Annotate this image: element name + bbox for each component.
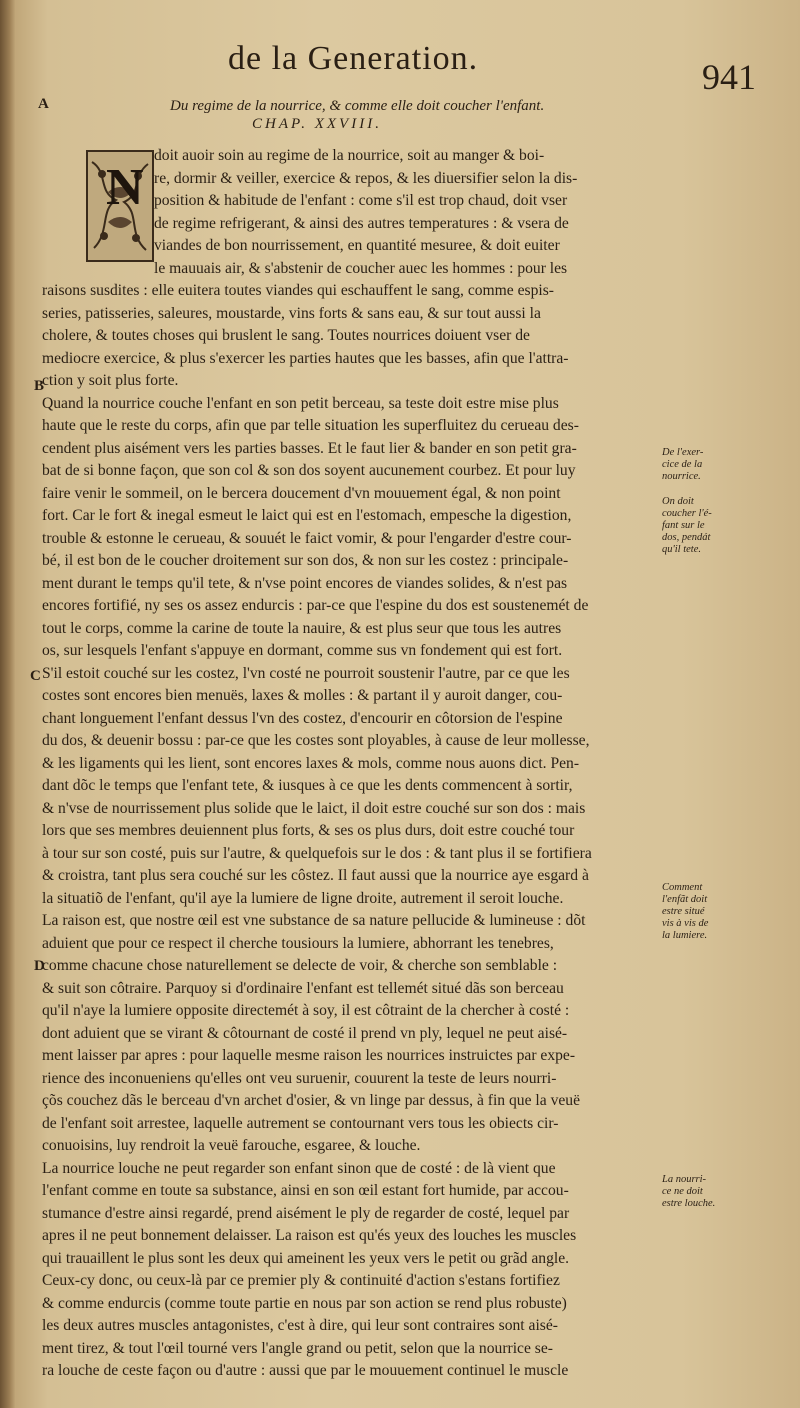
text-line: du dos, & deuenir bossu : par-ce que les costes sont ployables, à cause de leur mollesse, [42, 732, 590, 749]
text-line: la situatiõ de l'enfant, qu'il aye la lumiere de ligne droite, autrement il seroit louche. [42, 889, 564, 907]
margin-note-line: l'enfãt doit [662, 894, 708, 905]
text-line: apres il ne peut bonnement delaisser. La raison est qu'és yeux des louches les muscles [42, 1227, 577, 1244]
margin-note-line: cice de la [662, 459, 703, 470]
text-line: bé, il est bon de le coucher droitement sur son dos, & non sur les costez : principale- [42, 552, 569, 569]
text-line: & comme endurcis (comme toute partie en nous par son action se rend plus robuste) [42, 1294, 567, 1312]
text-line: viandes de bon nourrissement, en quantité mesuree, & doit euiter [154, 237, 560, 254]
text-line: stumance d'estre ainsi regardé, prend aisément le ply de regarder de costé, lequel par [42, 1204, 570, 1222]
text-line: La raison est, que nostre œil est vne substance de sa nature pellucide & lumineuse : dõt [42, 912, 586, 929]
text-line: l'enfant comme en toute sa substance, ainsi en son œil estant fort humide, par accou- [42, 1182, 569, 1199]
text-line: & n'vse de nourrissement plus solide que le laict, il doit estre couché sur son dos : mais [42, 799, 586, 817]
margin-note-line: De l'exer- [662, 447, 704, 458]
text-line: Quand la nourrice couche l'enfant en son petit berceau, sa teste doit estre mise plus [42, 394, 559, 412]
margin-note-line: qu'il tete. [662, 544, 701, 555]
text-line: ment tirez, & tout l'œil tourné vers l'angle grand ou petit, selon que la nourrice se- [42, 1339, 553, 1357]
signature-mark-b: B [34, 378, 45, 394]
text-line: ment durant le temps qu'il tete, & n'vse point encores de viandes solides, & n'est pas [42, 574, 568, 592]
text-line: chant longuement l'enfant dessus l'vn des costez, d'encourir en côtorsion de l'espine [42, 709, 563, 727]
text-line: qui trauaillent le plus sont les deux qui ameinent les yeux vers le petit ou grãd angle. [42, 1249, 570, 1267]
text-line: qu'il n'aye la lumiere opposite directemét à soy, il est côtraint de la chercher à costé : [42, 1002, 570, 1019]
signature-mark-a: A [38, 96, 49, 112]
text-line: Ceux-cy donc, ou ceux-là par ce premier ply & continuité d'action s'estans fortifiez [42, 1272, 560, 1289]
text-line: ction y soit plus forte. [42, 372, 179, 389]
margin-note [662, 882, 738, 942]
margin-note-line: La nourri- [662, 1174, 707, 1185]
text-line: trouble & estonne le cerueau, & souuét le faict vomir, & pour l'engarder d'estre cour- [42, 529, 572, 547]
text-line: les deux autres muscles antagonistes, c'est à dire, qui leur sont contraires sont aisé- [42, 1317, 558, 1334]
opening-paragraph [42, 145, 652, 280]
text-line: & les ligaments qui les lient, sont encores laxes & mols, comme nous auons dict. Pen- [42, 754, 580, 772]
text-line: raisons susdites : elle euitera toutes viandes qui eschauffent le sang, comme espis- [42, 282, 555, 299]
drop-cap-letter: N [106, 159, 144, 216]
margin-note-line: estre situé [662, 906, 705, 917]
text-line: conuoisins, luy rendroit la veuë farouche, esgaree, & louche. [42, 1137, 421, 1154]
margin-note-line: fant sur le [662, 520, 705, 531]
margin-note-line: coucher l'é- [662, 508, 712, 519]
margin-note-line: On doit [662, 496, 694, 507]
text-line: comme chacune chose naturellement se delecte de voir, & cherche son semblable : [42, 957, 558, 974]
text-line: rience des inconueniens qu'elles ont veu suruenir, couurent la teste de leurs nourri- [42, 1069, 557, 1087]
margin-note [662, 496, 738, 556]
margin-note-line: nourrice. [662, 471, 701, 482]
main-paragraphs [42, 280, 652, 1383]
text-line: de l'enfant soit arrestee, laquelle autrement se contournant vers tous les obiects cir- [42, 1114, 559, 1132]
text-line: & croistra, tant plus sera couché sur les côstez. Il faut aussi que la nourrice aye esgard à [42, 867, 589, 884]
text-line: de regime refrigerant, & ainsi des autres temperatures : & vsera de [154, 214, 569, 232]
text-line: & suit son côtraire. Parquoy si d'ordinaire l'enfant est tellemét situé dãs son berceau [42, 979, 564, 997]
text-line: ment laisser par apres : pour laquelle mesme raison les nourrices instruictes par expe- [42, 1047, 576, 1064]
text-line: S'il estoit couché sur les costez, l'vn costé ne pourroit soustenir l'autre, par ce que les [42, 664, 570, 682]
signature-mark-d: D [34, 958, 45, 974]
margin-note-line: ce ne doit [662, 1186, 703, 1197]
text-line: haute que le reste du corps, afin que par telle situation les superfluitez du cerueau des- [42, 417, 579, 434]
text-line: à tour sur son costé, puis sur l'autre, & quelquefois sur le dos : & tant plus il se fortifiera [42, 844, 592, 862]
chapter-title: Du regime de la nourrice, & comme elle doit coucher l'enfant. [170, 98, 545, 114]
text-line: cholere, & toutes choses qui bruslent le sang. Toutes nourrices doiuent vser de [42, 327, 530, 344]
text-line: encores fortifié, ny ses os assez endurcis : par-ce que l'espine du dos est soustenemét de [42, 597, 589, 614]
text-line: re, dormir & veiller, exercice & repos, & les diuersifier selon la dis- [154, 169, 578, 187]
text-line: le mauuais air, & s'abstenir de coucher auec les hommes : pour les [154, 259, 568, 277]
text-line: series, patisseries, saleures, moustarde, vins forts & sans eau, & sur tout aussi la [42, 304, 541, 322]
text-line: aduient que pour ce respect il cherche tousiours la lumiere, abhorrant les tenebres, [42, 934, 554, 952]
margin-note-line: vis à vis de [662, 918, 709, 929]
margin-note-line: Comment [662, 882, 703, 893]
text-line: ra louche de ceste façon ou d'autre : aussi que par le mouuement continuel le muscle [42, 1362, 569, 1379]
page-number: 941 [702, 57, 756, 97]
text-line: faire venir le sommeil, on le bercera doucement d'vn mouuement égal, & non point [42, 484, 561, 502]
text-line: fort. Car le fort & inegal esmeut le laict qui est en l'estomach, empesche la digestion, [42, 507, 572, 524]
body-text [42, 145, 652, 1383]
text-line: os, sur lesquels l'enfant s'appuye en dormant, comme sus vn fondement qui est fort. [42, 642, 563, 659]
text-line: cendent plus aisément vers les parties basses. Et le faut lier & bander en son petit gra- [42, 439, 577, 457]
margin-note-line: estre louche. [662, 1198, 716, 1209]
text-line: dont aduient que se virant & côtournant de costé il prend vn ply, lequel ne peut aisé- [42, 1024, 568, 1042]
book-binding-edge [0, 0, 16, 1408]
signature-mark-c: C [30, 668, 41, 684]
margin-note-line: dos, pendát [662, 532, 711, 543]
text-line: tout le corps, comme la carine de toute la nauire, & est plus seur que tous les autres [42, 619, 562, 637]
text-line: La nourrice louche ne peut regarder son enfant sinon que de costé : de là vient que [42, 1159, 556, 1177]
running-head: de la Generation. [228, 40, 479, 77]
margin-note-line: la lumiere. [662, 930, 708, 941]
chapter-number: CHAP. XXVIII. [252, 116, 382, 132]
text-line: bat de si bonne façon, que son col & son dos soyent aucunement courbez. Et pour luy [42, 462, 576, 479]
margin-note [662, 1174, 738, 1210]
text-line: lors que ses membres deuiennent plus forts, & ses os plus durs, doit estre couché tour [42, 822, 575, 839]
text-line: doit auoir soin au regime de la nourrice, soit au manger & boi- [154, 147, 545, 164]
text-line: costes sont encores bien menuës, laxes & molles : & partant il y auroit danger, cou- [42, 687, 563, 704]
text-line: position & habitude de l'enfant : come s'il est trop chaud, doit vser [154, 192, 568, 209]
text-line: mediocre exercice, & plus s'exercer les parties hautes que les basses, afin que l'attra- [42, 349, 569, 367]
text-line: dant dõc le temps que l'enfant tete, & iusques à ce que les dents commencent à sortir, [42, 777, 573, 794]
margin-note [662, 447, 738, 483]
text-line: çõs couchez dãs le berceau d'vn archet d'osier, & vn linge par dessus, à fin que la veuë [42, 1092, 581, 1109]
